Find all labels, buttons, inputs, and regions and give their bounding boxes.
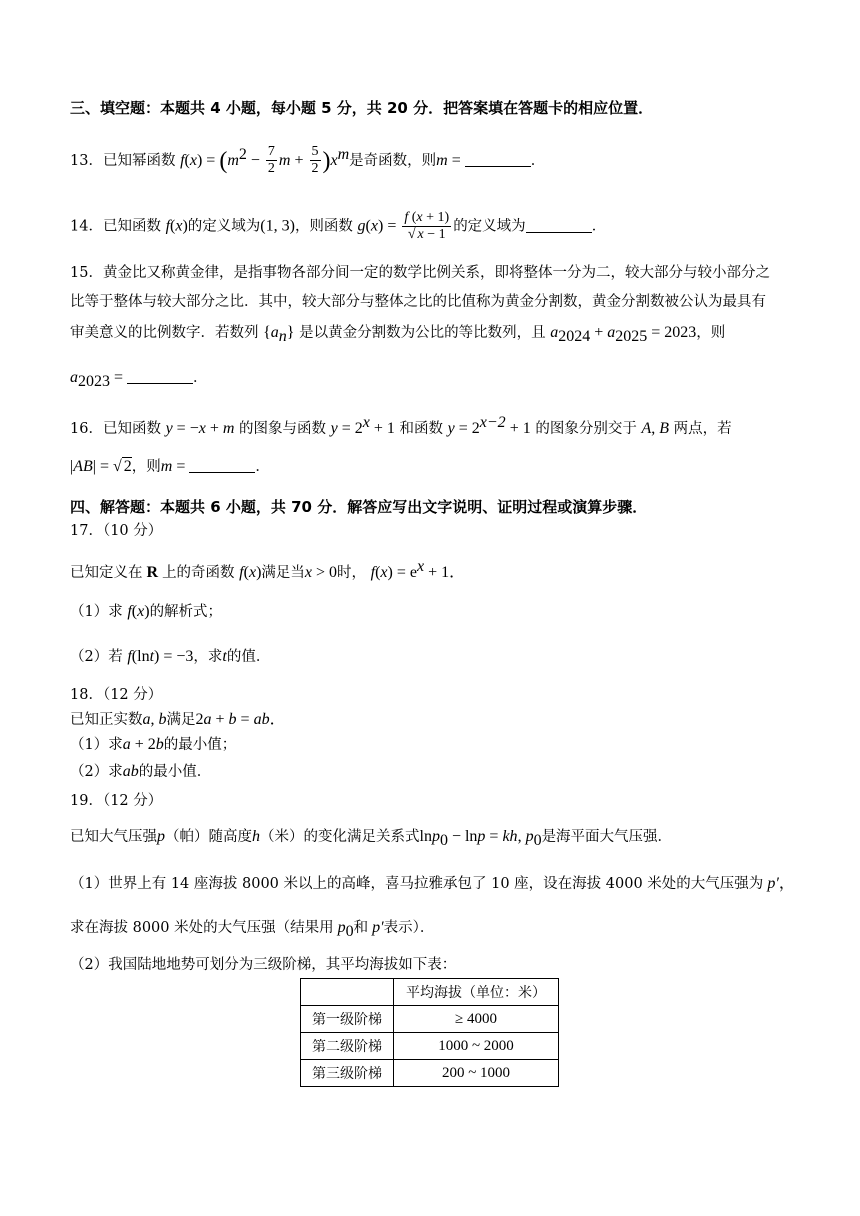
q17-stem: 已知定义在 R 上的奇函数 f(x)满足当x > 0时， $f(x) = e^x + 1$． <box>70 558 466 581</box>
q17-stem-c: 满足当 <box>261 564 305 581</box>
q17-stem-a: 已知定义在 <box>70 564 143 581</box>
q18-part2-b: 的最小值． <box>138 764 212 780</box>
q14-post: 的定义域为 <box>453 218 526 235</box>
question-14: 14．已知函数 f(x)的定义域为(1, 3)，则函数 g(x) = $\frac{f (x + 1)}{√ x - 1}$ 的定义域为 ． <box>70 210 607 242</box>
table-cell-altitude: 200 ~ 1000 <box>394 1060 559 1087</box>
q17-stem-b: 上的奇函数 <box>162 564 235 581</box>
table-cell-step: 第一级阶梯 <box>301 1006 394 1033</box>
q18-part1-b: 的最小值； <box>163 737 237 753</box>
q18-part-1: （1）求a + 2b的最小值； <box>70 736 237 753</box>
q14-mid2: ，则函数 <box>294 218 353 235</box>
q16-mid1: 的图象与函数 <box>239 420 327 437</box>
q18-part1-a: （1）求 <box>70 737 123 753</box>
q19-stem: 已知大气压强p（帕）随高度h（米）的变化满足关系式lnp$_0$ − lnp = kh, $p_0$是海平面大气压强． <box>70 828 673 849</box>
q19-part1-line2b: 和 <box>353 920 369 936</box>
q19-part-1-line-2: 求在海拔 8000 米处的大气压强（结果用 $p_0$和 p′表示）． <box>70 919 435 940</box>
q15-line-2: 比等于整体与较大部分之比．其中，较大部分与整体之比的比值称为黄金分割数，黄金分割数被公认为最具有 <box>70 294 766 310</box>
table-row <box>301 1060 559 1087</box>
q15-line-1: 15．黄金比又称黄金律，是指事物各部分间一定的数学比例关系，即将整体一分为二，较大部分与较小部分之 <box>70 265 770 281</box>
q19-part1-line2a: 求在海拔 8000 米处的大气压强（结果用 <box>70 920 334 936</box>
q16-mid3: 的图象分别交于 <box>535 420 637 437</box>
q17-part2-c: 的值． <box>226 649 271 665</box>
q18-part2-a: （2）求 <box>70 764 123 780</box>
table-cell-step: 第二级阶梯 <box>301 1033 394 1060</box>
q18-part-2: （2）求ab的最小值． <box>70 763 212 780</box>
q16-mid4: 两点，若 <box>673 420 732 437</box>
question-13: 13．已知幂函数 $f(x) = (m^2$ − $\frac{7}{2}$ m + $\frac{5}{2}$ )$x^m$是奇函数，则m = ． <box>70 144 546 177</box>
q17-part-1: （1）求 f(x)的解析式； <box>70 603 223 620</box>
table-header-row <box>301 979 559 1006</box>
q18-stem: 已知正实数a, b满足2a + b = ab． <box>70 711 286 728</box>
q14-number: 14． <box>70 218 103 235</box>
q17-part1-b: 的解析式； <box>149 604 223 620</box>
q18-stem-a: 已知正实数 <box>70 712 143 728</box>
q15-line-4: $a_{2023}$ = ． <box>70 369 208 390</box>
q17-part1-a: （1）求 <box>70 604 123 620</box>
q14-mid: 的定义域为 <box>187 218 261 235</box>
q19-stem-c: （米）的变化满足关系式 <box>260 829 420 845</box>
q14-end: ． <box>591 218 607 235</box>
table-header-cell <box>301 979 394 1006</box>
table-cell-altitude: 1000 ~ 2000 <box>394 1033 559 1060</box>
q15-line3a: 审美意义的比例数字．若数列 <box>70 325 259 341</box>
altitude-table <box>300 978 559 1087</box>
question-16-line-1: 16．已知函数 y = −x + m 的图象与函数 $y = 2^x + 1$ 和函数 $y = 2^{x-2} + 1$ 的图象分别交于 A, B 两点，若 <box>70 414 732 437</box>
q15-end: ． <box>193 370 208 386</box>
q16-line2mid: ，则 <box>131 459 161 475</box>
q19-part1-line1: （1）世界上有 14 座海拔 8000 米以上的高峰，喜马拉雅承包了 10 座，设在海拔 4000 米处的大气压强为 <box>70 876 764 892</box>
section-3-heading: 三、填空题：本题共 4 小题，每小题 5 分，共 20 分．把答案填在答题卡的相应位置． <box>70 99 654 117</box>
q13-pre: 已知幂函数 <box>102 152 176 169</box>
q15-line3c: ，则 <box>696 325 726 341</box>
q17-part-2: （2）若 f(lnt) = −3，求t的值． <box>70 648 271 665</box>
q19-stem-d: 是海平面大气压强． <box>541 829 673 845</box>
q19-label: 19．（12 分） <box>70 793 163 809</box>
table-row <box>301 1006 559 1033</box>
q15-line3b: 是以黄金分割数为公比的等比数列，且 <box>299 325 546 341</box>
table-row <box>301 1033 559 1060</box>
q18-label: 18．（12 分） <box>70 687 163 703</box>
q16-mid2: 和函数 <box>399 420 444 437</box>
q13-post: 是奇函数，则 <box>349 152 437 169</box>
q19-stem-a: 已知大气压强 <box>70 829 157 845</box>
q19-part-1-line-1: （1）世界上有 14 座海拔 8000 米以上的高峰，喜马拉雅承包了 10 座，设在海拔 4000 米处的大气压强为 p′， <box>70 875 795 892</box>
q15-line-3: 审美意义的比例数字．若数列 $\{a_n\}$ 是以黄金分割数为公比的等比数列，且 $a_{2024} + a_{2025} = 2023$，则 <box>70 324 726 345</box>
table-cell-step: 第三级阶梯 <box>301 1060 394 1087</box>
q16-pre: 已知函数 <box>102 420 161 437</box>
section-4-heading: 四、解答题：本题共 6 小题，共 70 分．解答应写出文字说明、证明过程或演算步骤． <box>70 498 648 516</box>
q17-part2-b: ，求 <box>193 649 223 665</box>
q16-answer-blank[interactable] <box>189 458 255 473</box>
q15-answer-blank[interactable] <box>127 369 193 384</box>
q13-number: 13． <box>70 152 103 169</box>
q14-pre: 已知函数 <box>102 218 161 235</box>
q19-stem-b: （帕）随高度 <box>165 829 252 845</box>
q19-part-2: （2）我国陆地地势可划分为三级阶梯，其平均海拔如下表： <box>70 957 457 973</box>
q17-part2-a: （2）若 <box>70 649 123 665</box>
table-cell-altitude: ≥ 4000 <box>394 1006 559 1033</box>
question-16-line-2: |AB| = √ 2，则m = ． <box>70 458 270 475</box>
q14-answer-blank[interactable] <box>526 218 592 233</box>
q13-answer-blank[interactable] <box>465 152 531 167</box>
q13-end: ． <box>530 152 546 169</box>
q19-part1-line2c: 表示）． <box>383 920 435 936</box>
q17-stem-d: 时， <box>337 564 367 581</box>
q18-stem-b: 满足 <box>166 712 196 728</box>
q16-number: 16． <box>70 420 103 437</box>
table-header-cell: 平均海拔（单位：米） <box>394 979 559 1006</box>
q17-label: 17．（10 分） <box>70 523 163 539</box>
q16-end: ． <box>255 459 270 475</box>
